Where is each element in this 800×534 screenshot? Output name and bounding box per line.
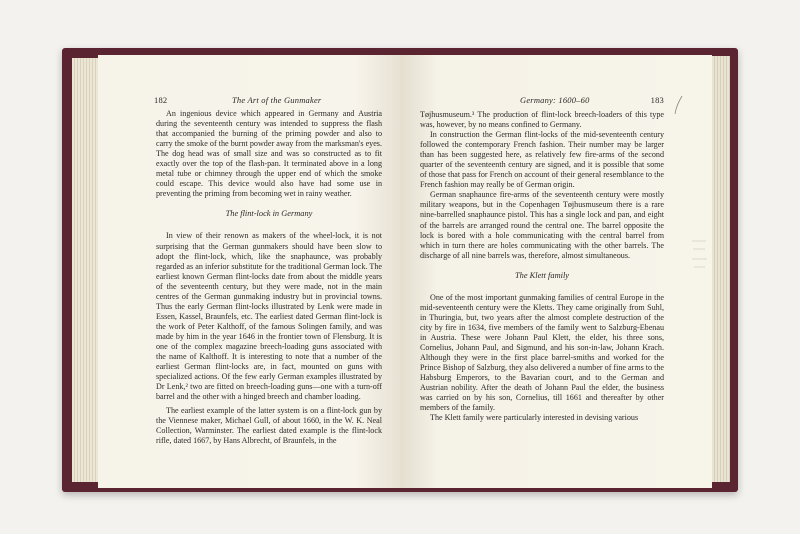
paragraph: The Klett family were particularly interested in devising various: [430, 413, 639, 423]
right-page-body: [420, 110, 664, 423]
left-page-number: 182: [154, 95, 168, 105]
paragraph: In construction the German flint-locks of the mid-seventeenth century followed the contemporary French fashion. Their number may be larger than has been suggested here, as relatively few fire-arms of the second quarter of the seventeenth century are signed, and it is possible that some of those that pass for French on account of their general resemblance to the French fashion may really be of German origin.: [420, 130, 664, 190]
left-running-title: The Art of the Gunmaker: [232, 95, 322, 105]
right-running-title: Germany: 1600–60: [520, 95, 590, 105]
paragraph: German snaphaunce fire-arms of the seventeenth century were mostly military weapons, but in the Copenhagen Tøjhusmuseum there is a rare nine-barrelled snaphaunce pistol. This has a single lock and pan, and eight of the barrels are arranged round the central one. The barrel opposite the lock is bored with a hole communicating with the central barrel from which in turn there are holes communicating with the other barrels. The discharge of all nine barrels was, therefore, almost simultaneous.: [420, 190, 664, 260]
margin-note-icon: [690, 235, 710, 285]
paragraph: Tøjhusmuseum.³ The production of flint-lock breech-loaders of this type was, however, by no means confined to Germany.: [420, 110, 664, 130]
paragraph: The earliest example of the latter system is on a flint-lock gun by the Viennese maker, Michael Gull, of about 1660, in the W. K. Neal Collection, Warminster. The earliest dated example is the flint-lock rifle, dated 1667, by Hans Albrecht, of Braunfels, in the: [156, 406, 382, 446]
paragraph: In view of their renown as makers of the wheel-lock, it is not surprising that the German gunmakers should have been slow to adopt the flint-lock, which, like the snaphaunce, was probably regarded as an inferior substitute for the traditional German lock. The earliest known German flint-locks date from about the middle years of the seventeenth century, but they were made, not in the main centres of the German gunmaking industry but in provincial towns. Thus the early German flint-locks illustrated by Lenk were made in Essen, Kassel, Braunfels, etc. The earliest dated German flint-lock is the work of Peter Kalthoff, of the famous Solingen family, and was made by him in the year 1646 in the frontier town of Flensburg. It is one of the complex magazine breech-loading guns associated with the name of Kalthoff. It is interesting to note that a number of the earliest German flint-locks are, in fact, mounted on guns with specialized actions. Of the few early German examples illustrated by Dr Lenk,² two are fitted on breech-loading guns—one with a turn-off barrel and the other with a hinged breech and chamber loading.: [156, 231, 382, 402]
section-heading: The Klett family: [515, 270, 569, 280]
left-page-body: [156, 109, 382, 446]
paragraph: An ingenious device which appeared in Germany and Austria during the seventeenth century was intended to suppress the flash that accompanied the burning of the priming powder and also to carry the smoke of the burnt powder away from the marksman's eyes. The dog head was of small size and was so constructed as to fit exactly over the top of the flash-pan. It terminated above in a long metal tube or chimney through the upper end of which the smoke could escape. This device would also have had some use in preventing the priming from becoming wet in rainy weather.: [156, 109, 382, 199]
section-heading: The flint-lock in Germany: [225, 209, 313, 219]
right-page: [400, 55, 712, 488]
pencil-mark-icon: [672, 95, 686, 115]
right-page-number: 183: [650, 95, 664, 105]
paragraph: One of the most important gunmaking families of central Europe in the mid-seventeenth century were the Kletts. They came originally from Suhl, in Thuringia, but, two years after the almost complete destruction of the city by fire in 1634, five members of the family went to Salzburg-Ebenau in Austria. These were Johann Paul Klett, the elder, his three sons, Cornelius, Johann Paul, and Sigmund, and his son-in-law, Johann Krach. Although they were in the first place barrel-smiths and worked for the Prince Bishop of Salzburg, they also delivered a number of fine arms to the Habsburg Emperors, to the Bavarian court, and to the German and Austrian nobility. After the death of Johann Paul the elder, the business was carried on by his son, Cornelius, till 1661 and thereafter by other members of the family.: [420, 292, 664, 413]
left-page: [98, 55, 401, 488]
